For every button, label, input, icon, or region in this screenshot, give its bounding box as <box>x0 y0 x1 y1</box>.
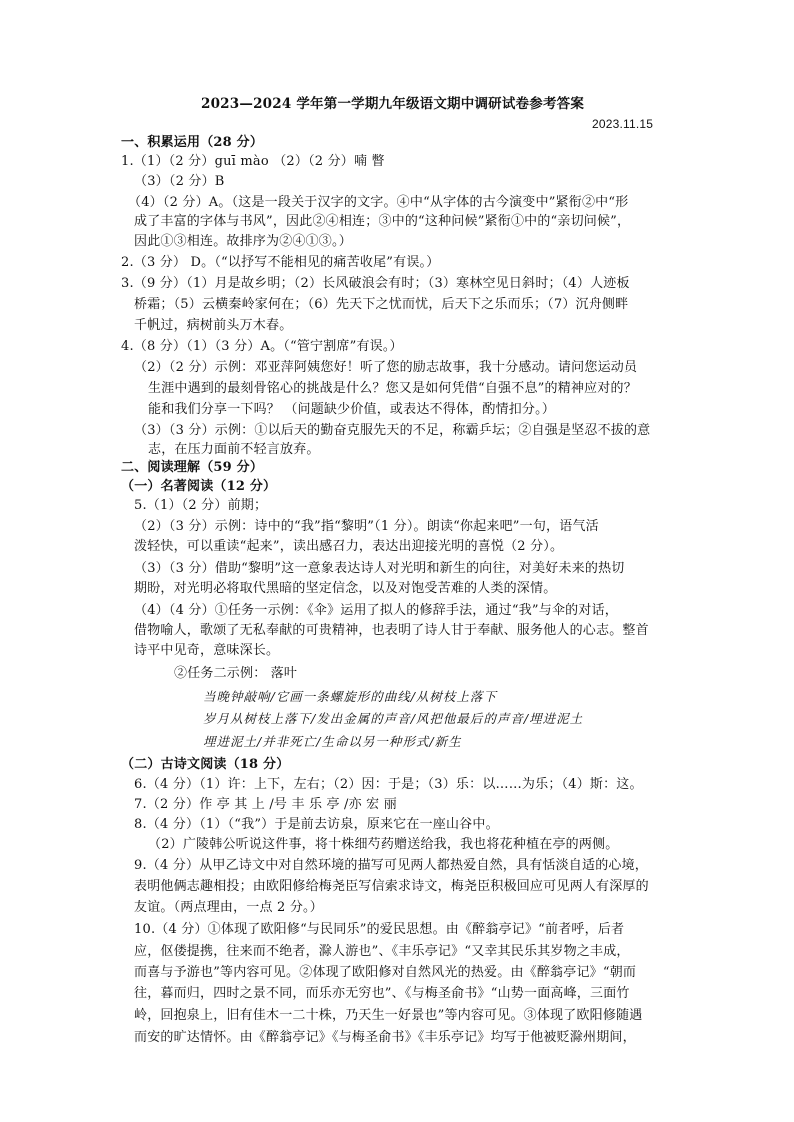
answer-line: 1.（1）（2 分）guī mào （2）（2 分）喃 瞥 <box>121 154 385 169</box>
answer-line: （2）广陵韩公听说这件事，将十株细芍药赠送给我，我也将花种植在亭的两侧。 <box>148 837 619 852</box>
subsection-heading: （二）古诗文阅读（18 分） <box>121 757 290 772</box>
answer-line: （4）（2 分）A。（这是一段关于汉字的文字。④中“从字体的古今演变中”紧衔②中“形 <box>128 195 629 210</box>
answer-line: 2.（3 分） D。（“以抒写不能相见的痛苦收尾”有误。） <box>121 255 440 270</box>
subsection-heading: （一）名著阅读（12 分） <box>121 479 277 494</box>
answer-line: 成了丰富的字体与书风”，因此②④相连；③中的“这种问候”紧衔①中的“亲切问候”， <box>134 214 631 229</box>
document-date: 2023.11.15 <box>592 117 654 131</box>
answer-line: 而喜与予游也”等内容可见。②体现了欧阳修对自然风光的热爱。由《醉翁亭记》“朝而 <box>134 965 637 980</box>
answer-line: 4.（8 分）（1）（3 分）A。（“管宁割席”有误。） <box>121 339 403 354</box>
answer-line: 泼轻快，可以重读“起来”，读出感召力，表达出迎接光明的喜悦（2 分）。 <box>134 539 564 554</box>
answer-line: 往，暮而归，四时之景不同，而乐亦无穷也”、《与梅圣俞书》“山势一面高峰，三面竹 <box>134 986 630 1001</box>
answer-line: 应，伛偻提携，往来而不绝者，滁人游也”、《丰乐亭记》“又幸其民乐其岁物之丰成， <box>134 944 630 959</box>
answer-line: 能和我们分享一下吗？ （问题缺少价值，或表达不得体，酌情扣分。） <box>148 402 556 417</box>
answer-line: （3）（2 分）B <box>134 174 225 189</box>
answer-line: 期盼，对光明必将取代黑暗的坚定信念，以及对饱受苦难的人类的深情。 <box>134 581 557 596</box>
answer-line: （2）（2 分）示例：邓亚萍阿姨您好！听了您的励志故事，我十分感动。请问您运动员 <box>134 360 638 375</box>
answer-line: ②任务二示例： 落叶 <box>174 666 298 681</box>
answer-line: 志，在压力面前不轻言放弃。 <box>148 442 320 457</box>
answer-line: 桥霜；（5）云横秦岭家何在；（6）先天下之忧而忧，后天下之乐而乐；（7）沉舟侧畔 <box>134 297 629 312</box>
answer-line: 7.（2 分）作 亭 其 上 /号 丰 乐 亭 /亦 宏 丽 <box>134 797 397 812</box>
answer-line: 10.（4 分）①体现了欧阳修“与民同乐”的爱民思想。由《醉翁亭记》“前者呼，后者 <box>134 922 625 937</box>
poem-line: 岁月从树枝上落下/发出金属的声音/风把他最后的声音/埋进泥土 <box>203 711 584 726</box>
answer-line: 8.（4 分）（1）（“我”）于是前去访泉，原来它在一座山谷中。 <box>134 817 499 832</box>
answer-line: 6.（4 分）（1）许：上下，左右；（2）因：于是；（3）乐：以……为乐；（4）斯：这。 <box>134 777 643 792</box>
document-title: 2023—2024 学年第一学期九年级语文期中调研试卷参考答案 <box>201 96 585 112</box>
poem-line: 埋进泥土/并非死亡/生命以另一种形式/新生 <box>203 734 462 749</box>
answer-line: 诗平中见奇，意味深长。 <box>134 643 280 658</box>
answer-line: 9.（4 分）从甲乙诗文中对自然环境的描写可见两人都热爱自然，具有恬淡自适的心境， <box>134 858 649 873</box>
answer-line: （4）（4 分）①任务一示例：《伞》运用了拟人的修辞手法，通过“我”与伞的对话， <box>134 603 618 618</box>
answer-line: 因此①③相连。故排序为②④①③。） <box>134 234 352 249</box>
answer-line: 生涯中遇到的最刻骨铭心的挑战是什么？您又是如何凭借“自强不息”的精神应对的？ <box>148 381 637 396</box>
section-heading: 二、阅读理解（59 分） <box>121 460 264 475</box>
answer-line: 千帆过，病树前头万木春。 <box>134 318 293 333</box>
answer-line: 友谊。（两点理由，一点 2 分。） <box>134 900 323 915</box>
answer-line: 而安的旷达情怀。由《醉翁亭记》《与梅圣俞书》《丰乐亭记》均写于他被贬滁州期间， <box>134 1030 636 1045</box>
answer-line: 借物喻人，歌颂了无私奉献的可贵精神，也表明了诗人甘于奉献、服务他人的心志。整首 <box>134 623 649 638</box>
answer-line: 表明他俩志趣相投；由欧阳修给梅尧臣写信索求诗文，梅尧臣积极回应可见两人有深厚的 <box>134 879 649 894</box>
answer-line: （3）（3 分）示例：①以后天的勤奋克服先天的不足，称霸乒坛；②自强是坚忍不拔的意 <box>134 423 651 438</box>
answer-line: 5.（1）（2 分）前期； <box>134 498 268 513</box>
answer-line: 3.（9 分）（1）月是故乡明；（2）长风破浪会有时；（3）寒林空见日斜时；（4）人迹板 <box>121 276 630 291</box>
section-heading: 一、积累运用（28 分） <box>121 135 264 150</box>
answer-line: 岭，回抱泉上，旧有佳木一二十株，乃天生一好景也”等内容可见。③体现了欧阳修随遇 <box>134 1008 643 1023</box>
answer-line: （2）（3 分）示例：诗中的“我”指“黎明”（1 分）。朗读“你起来吧”一句，语气活 <box>134 519 599 534</box>
answer-line: （3）（3 分）借助“黎明”这一意象表达诗人对光明和新生的向往，对美好未来的热切 <box>134 561 625 576</box>
poem-line: 当晚钟敲响/它画一条螺旋形的曲线/从树枝上落下 <box>203 689 497 704</box>
